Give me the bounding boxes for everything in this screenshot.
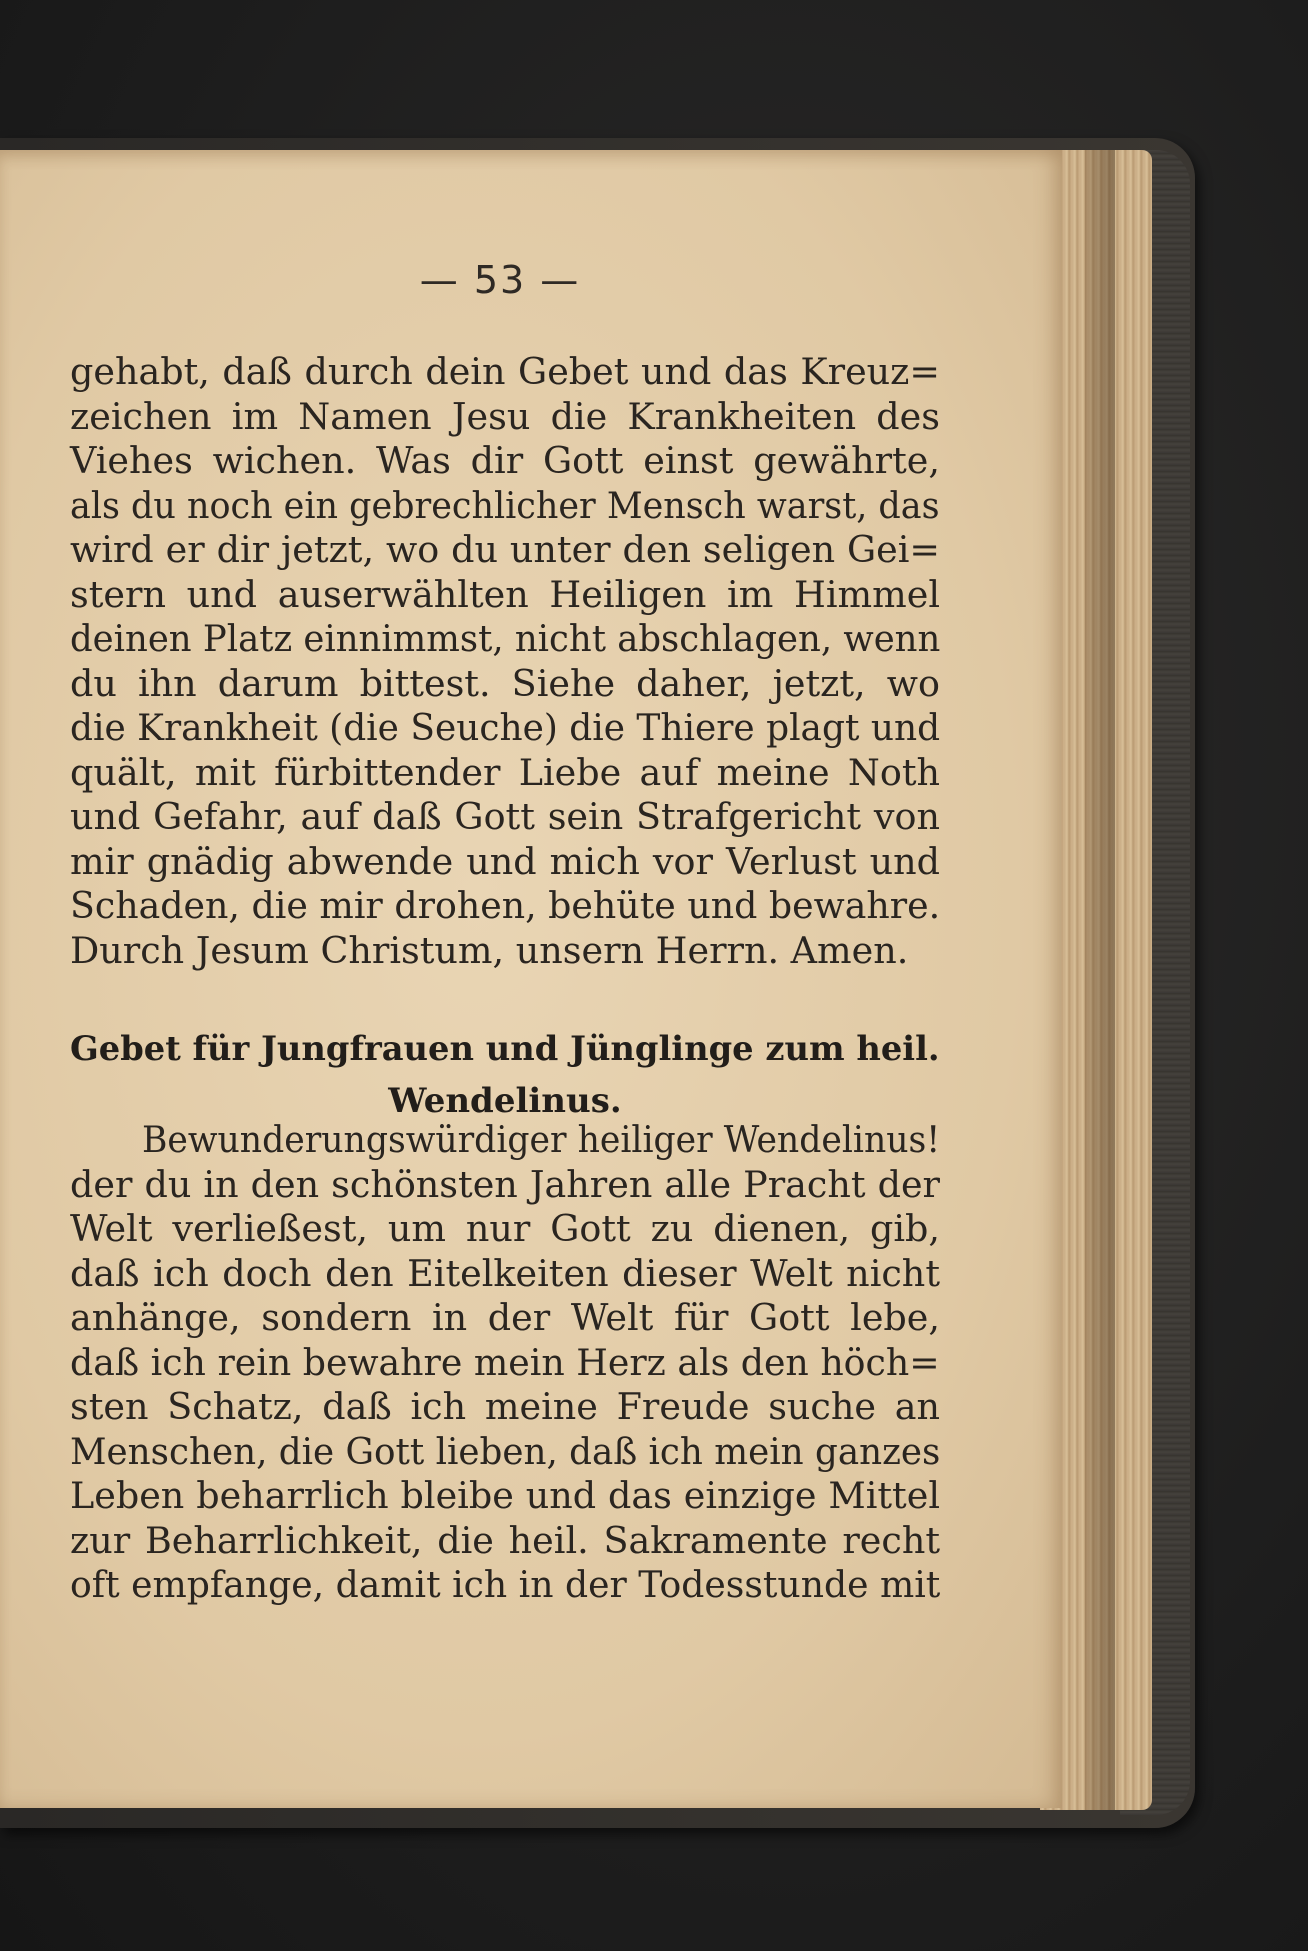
page-number: — 53 — [419,258,581,302]
prayer-paragraph-1 [70,350,940,973]
text-line: deinen Platz einnimmst, nicht abschlagen, wenn [70,617,941,660]
text-line: mir gnädig abwende und mich vor Verlust und [70,839,940,883]
text-line: quält, mit fürbittender Liebe auf meine Noth [70,750,940,794]
prayer-heading [70,1023,940,1127]
text-line: Schaden, die mir drohen, behüte und bewahre. [70,884,941,927]
text-line: daß ich rein bewahre mein Herz als den höch= [70,1340,940,1384]
prayer-paragraph-2 [70,1118,940,1608]
heading-line: Wendelinus. [388,1081,622,1121]
text-line: du ihn darum bittest. Siehe daher, jetzt, wo [70,661,940,705]
text-line: Viehes wichen. Was dir Gott einst gewährte, [70,439,940,482]
text-line: Leben beharrlich bleibe und das einzige Mittel [70,1474,940,1517]
text-line: anhänge, sondern in der Welt für Gott lebe, [70,1296,940,1339]
text-line: stern und auserwählten Heiligen im Himmel [70,572,940,616]
page-edges-shadow [1085,150,1115,1810]
text-line: Bewunderungswürdiger heiliger Wendelinus! [142,1118,941,1161]
heading-line: Gebet für Jungfrauen und Jünglinge zum heil. [70,1029,940,1069]
text-line: sten Schatz, daß ich meine Freude suche an [70,1385,940,1428]
text-line: Menschen, die Gott lieben, daß ich mein ganzes [70,1429,941,1473]
text-line: Welt verließest, um nur Gott zu dienen, gib, [70,1207,940,1250]
text-line: der du in den schönsten Jahren alle Pracht der [70,1162,940,1206]
text-line: gehabt, daß durch dein Gebet und das Kreuz= [70,350,940,393]
text-line: wird er dir jetzt, wo du unter den seligen Gei= [70,528,940,571]
text-line: daß ich doch den Eitelkeiten dieser Welt nicht [70,1251,940,1295]
text-line: oft empfange, damit ich in der Todesstunde mit [70,1563,941,1606]
text-line: zur Beharrlichkeit, die heil. Sakramente recht [70,1518,940,1562]
text-line: Durch Jesum Christum, unsern Herrn. Amen. [70,928,909,972]
text-line: zeichen im Namen Jesu die Krankheiten des [70,394,940,438]
text-line: und Gefahr, auf daß Gott sein Strafgericht von [70,795,940,838]
text-line: die Krankheit (die Seuche) die Thiere plagt und [70,706,941,749]
text-line: als du noch ein gebrechlicher Mensch warst, das [70,483,940,527]
